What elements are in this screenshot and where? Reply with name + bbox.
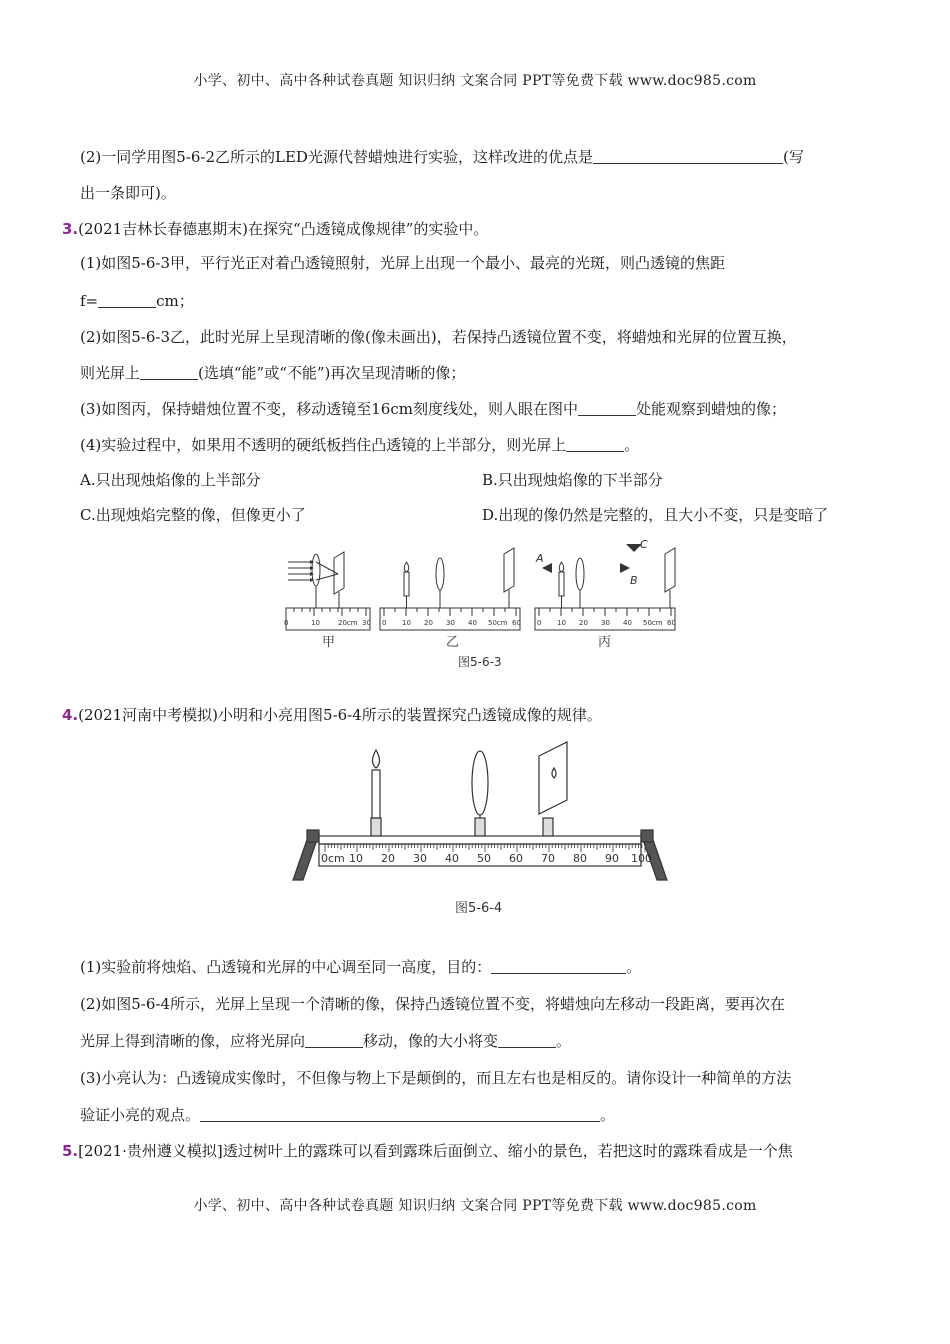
q3-p1-line1: (1)如图5-6-3甲，平行光正对着凸透镜照射，光屏上出现一个最小、最亮的光斑，则凸透镜的焦距: [80, 254, 726, 272]
question-number: 4.: [62, 706, 79, 724]
tick-label: 0: [382, 619, 387, 627]
candle-holder: [371, 818, 381, 836]
bench-end-left: [307, 830, 319, 842]
tick-label: 50: [477, 852, 491, 865]
q4-p1-line: [80, 957, 641, 977]
light-screen: [539, 742, 567, 814]
q4-stem: (2021河南中考模拟)小明和小亮用图5-6-4所示的装置探究凸透镜成像的规律。: [78, 706, 602, 724]
tick-label: 20cm: [338, 619, 358, 627]
q4-p2-line1: (2)如图5-6-4所示，光屏上呈现一个清晰的像，保持凸透镜位置不变，将蜡烛向左移动一段距离，要再次在: [80, 995, 786, 1013]
tick-label: 60: [667, 619, 676, 627]
tick-label: 70: [541, 852, 555, 865]
q4-p1-text: (1)实验前将烛焰、凸透镜和光屏的中心调至同一高度，目的：: [80, 958, 492, 976]
tick-label: 90: [605, 852, 619, 865]
q3-p4-line: [80, 435, 639, 455]
page-header: 小学、初中、高中各种试卷真题 知识归纳 文案合同 PPT等免费下载 www.doc985.com: [193, 73, 757, 89]
label-b: B: [630, 574, 638, 587]
lens-bing: [576, 558, 584, 590]
q2-part2-text: (2)一同学用图5-6-2乙所示的LED光源代替蜡烛进行实验，这样改进的优点是: [80, 148, 593, 166]
q3-p4-tail: 。: [624, 436, 640, 454]
tick-label: 30: [413, 852, 427, 865]
label-c: C: [640, 538, 648, 551]
tick-label: 40: [623, 619, 632, 627]
q4-p2-line2: [80, 1031, 571, 1051]
tick-label: 60: [512, 619, 521, 627]
candle: [372, 770, 380, 818]
tick-label: 10: [311, 619, 320, 627]
tick-label: 10: [349, 852, 363, 865]
eye-b-icon: [620, 563, 630, 573]
tick-label: 20: [424, 619, 433, 627]
q4-p3-text: 验证小亮的观点。: [80, 1106, 201, 1124]
q4-p3-line2: [80, 1105, 615, 1125]
q4-p2-tail: 。: [556, 1032, 572, 1050]
screen-bing: [665, 548, 675, 592]
q4-p3-line1: (3)小亮认为：凸透镜成实像时，不但像与物上下是颠倒的，而且左右也是相反的。请你设计一种简单的方法: [80, 1069, 792, 1087]
tick-label: 30: [601, 619, 610, 627]
q4-p2-mid: 移动，像的大小将变: [363, 1032, 499, 1050]
figure-caption: 图5-6-4: [455, 901, 503, 916]
q3-p3-line: [80, 399, 786, 419]
tick-label: 60: [509, 852, 523, 865]
q3-p2-line2: [80, 363, 465, 383]
answer-blank[interactable]: [140, 364, 198, 380]
option-d[interactable]: D.出现的像仍然是完整的，且大小不变，只是变暗了: [482, 506, 829, 524]
tick-label: 30: [362, 619, 371, 627]
panel-label-yi: 乙: [446, 635, 460, 650]
screen-holder: [543, 818, 553, 836]
answer-blank[interactable]: [200, 1106, 600, 1122]
candle-flame: [373, 750, 380, 768]
q3-p2-line1: (2)如图5-6-3乙，此时光屏上呈现清晰的像(像未画出)，若保持凸透镜位置不变，将蜡烛和光屏的位置互换，: [80, 328, 797, 346]
tick-label: 20: [579, 619, 588, 627]
q3-stem: (2021吉林长春德惠期末)在探究“凸透镜成像规律”的实验中。: [78, 220, 489, 238]
q4-p3-tail: 。: [600, 1106, 616, 1124]
tick-label: 80: [573, 852, 587, 865]
figure-5-6-3: [280, 538, 680, 673]
q3-p2-tail: (选填“能”或“不能”)再次呈现清晰的像；: [198, 364, 466, 382]
panel-label-bing: 丙: [598, 635, 612, 650]
q3-p3-tail: 处能观察到蜡烛的像；: [635, 400, 786, 418]
tick-label: 100: [631, 852, 652, 865]
ruler-ticks: [325, 844, 645, 852]
candle-bing: [559, 572, 564, 596]
q3-p1-unit: cm；: [156, 292, 194, 310]
tick-label: 30: [446, 619, 455, 627]
label-a: A: [536, 552, 544, 565]
q3-p1-label: f=: [80, 292, 99, 310]
q2-part2-tail: (写: [782, 148, 804, 166]
question-number: 3.: [62, 220, 79, 238]
q3-p2-text: 则光屏上: [80, 364, 141, 382]
panel-bing: [535, 548, 675, 630]
q2-part2-line1: [80, 147, 804, 167]
q4-p1-tail: 。: [626, 958, 642, 976]
tick-label: 0: [284, 619, 289, 627]
option-c[interactable]: C.出现烛焰完整的像，但像更小了: [80, 506, 306, 524]
screen-yi: [504, 548, 514, 592]
tick-label: 20: [381, 852, 395, 865]
question-number: 5.: [62, 1142, 79, 1160]
answer-blank[interactable]: [593, 148, 783, 164]
tick-label: 50cm: [643, 619, 663, 627]
q3-p1-line2: [80, 291, 194, 311]
figure-5-6-4: [285, 738, 675, 923]
q3-p3-text: (3)如图丙，保持蜡烛位置不变，移动透镜至16cm刻度线处，则人眼在图中: [80, 400, 578, 418]
answer-blank[interactable]: [491, 958, 626, 974]
tick-label: 50cm: [488, 619, 508, 627]
panel-label-jia: 甲: [322, 635, 336, 650]
lens-holder: [475, 818, 485, 836]
panel-yi: [380, 548, 520, 630]
page-footer: 小学、初中、高中各种试卷真题 知识归纳 文案合同 PPT等免费下载 www.doc985.com: [193, 1198, 757, 1214]
tick-label: 0: [537, 619, 542, 627]
answer-blank[interactable]: [98, 292, 156, 308]
option-b[interactable]: B.只出现烛焰像的下半部分: [482, 471, 663, 489]
lens-jia: [312, 554, 320, 586]
flame-yi: [404, 562, 409, 572]
answer-blank[interactable]: [578, 400, 636, 416]
answer-blank[interactable]: [566, 436, 624, 452]
q4-stem-line: [62, 705, 602, 725]
answer-blank[interactable]: [305, 1032, 363, 1048]
q5-stem-line: [62, 1141, 793, 1161]
tick-label: 40: [468, 619, 477, 627]
q4-p2-text: 光屏上得到清晰的像，应将光屏向: [80, 1032, 306, 1050]
convex-lens: [472, 751, 488, 815]
q3-stem-line: [62, 219, 488, 239]
tick-label: 0cm: [321, 852, 345, 865]
candle-yi: [404, 572, 409, 596]
rail-top: [319, 836, 641, 844]
tick-label: 10: [557, 619, 566, 627]
answer-blank[interactable]: [498, 1032, 556, 1048]
tick-label: 40: [445, 852, 459, 865]
lens-yi: [436, 558, 444, 590]
option-a[interactable]: A.只出现烛焰像的上半部分: [80, 471, 261, 489]
figure-caption: 图5-6-3: [458, 655, 502, 669]
tick-label: 10: [402, 619, 411, 627]
bench-end-right: [641, 830, 653, 842]
q2-part2-line2: 出一条即可)。: [80, 184, 176, 202]
q3-p4-text: (4)实验过程中，如果用不透明的硬纸板挡住凸透镜的上半部分，则光屏上: [80, 436, 567, 454]
flame-bing: [559, 562, 564, 572]
q5-stem: [2021·贵州遵义模拟]透过树叶上的露珠可以看到露珠后面倒立、缩小的景色，若把这时的露珠看成是一个焦: [78, 1142, 793, 1160]
screen-image: [552, 768, 556, 778]
